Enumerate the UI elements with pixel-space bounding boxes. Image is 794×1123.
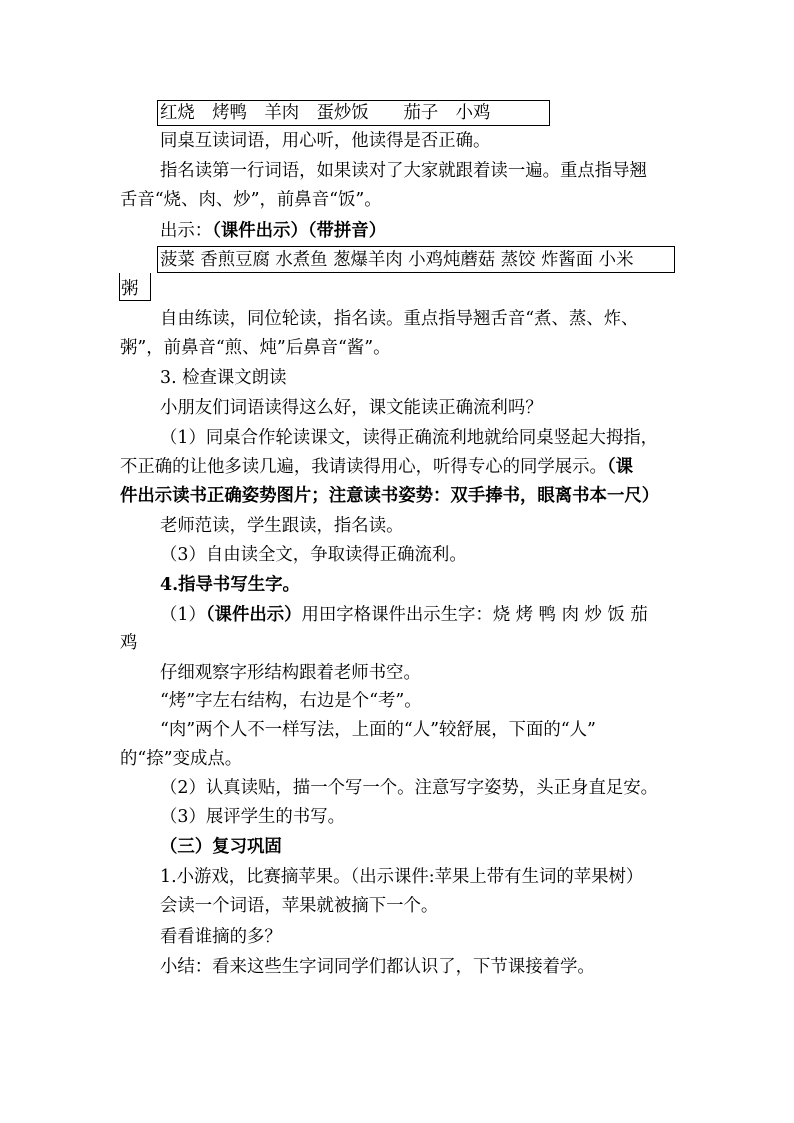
paragraph-write3: （3）展评学生的书写。 (160, 807, 345, 827)
paragraph-write2: （2）认真读贴，描一个写一个。注意写字姿势，头正身直足安。 (160, 778, 659, 798)
paragraph-step1-line3: 件出示读书正确姿势图片；注意读书姿势：双手捧书，眼离书本一尺） (120, 486, 660, 506)
heading-writing: 4.指导书写生字。 (160, 575, 300, 595)
words-row2-line2: 粥 (121, 279, 139, 299)
paragraph-teacher: 老师范读，学生跟读，指名读。 (160, 516, 404, 536)
show-prefix: 出示： (160, 221, 213, 241)
paragraph-write1-line2: 鸡 (120, 633, 138, 653)
show-bold-label: （课件出示）（带拼音） (212, 221, 387, 241)
paragraph-game: 1.小游戏，比赛摘苹果。（出示课件:苹果上带有生词的苹果树） (160, 867, 644, 887)
paragraph-question: 小朋友们词语读得这么好，课文能读正确流利吗？ (160, 398, 543, 418)
paragraph-write1-line1: （1）（课件出示）用田字格课件出示生字：烧 烤 鸭 肉 炒 饭 茄 (160, 605, 648, 625)
paragraph-observe: 仔细观察字形结构跟着老师书空。 (160, 663, 421, 683)
paragraph-step1-line2: 不正确的让他多读几遍，我请读得用心，听得专心的同学展示。（课 (120, 457, 634, 477)
paragraph-step1-line1: （1）同桌合作轮读课文，读得正确流利地就给同桌竖起大拇指， (160, 428, 659, 448)
paragraph-free-read-line1: 自由练读，同位轮读，指名读。重点指导翘舌音“煮、蒸、炸、 (160, 309, 639, 329)
paragraph-kao: “烤”字左右结构，右边是个“考”。 (160, 691, 422, 711)
paragraph-game-line2: 会读一个词语，苹果就被摘下一个。 (160, 896, 439, 916)
show-line (160, 220, 386, 242)
heading-review: （三）复习巩固 (160, 837, 282, 857)
paragraph-who: 看看谁摘的多？ (160, 927, 282, 947)
paragraph-rou-line1: “肉”两个人不一样写法，上面的“人”较舒展，下面的“人” (160, 720, 596, 740)
paragraph-point-read-line1: 指名读第一行词语，如果读对了大家就跟着读一遍。重点指导翘 (160, 161, 647, 181)
paragraph-rou-line2: 的“捺”变成点。 (120, 749, 243, 769)
heading-check-reading: 3. 检查课文朗读 (160, 368, 287, 388)
paragraph-free-read-line2: 粥”，前鼻音“煎、炖”后鼻音“酱”。 (120, 338, 391, 358)
words-row2-line1: 菠菜 香煎豆腐 水煮鱼 葱爆羊肉 小鸡炖蘑菇 蒸饺 炸酱面 小米 (160, 250, 634, 270)
paragraph-step3: （3）自由读全文，争取读得正确流利。 (160, 545, 467, 565)
paragraph-summary: 小结：看来这些生字词同学们都认识了，下节课接着学。 (160, 957, 595, 977)
paragraph-desk-check: 同桌互读词语，用心听，他读得是否正确。 (160, 131, 491, 151)
words-row1: 红烧 烤鸭 羊肉 蛋炒饭 茄子 小鸡 (160, 103, 491, 123)
paragraph-point-read-line2: 舌音“烧、肉、炒”，前鼻音“饭”。 (120, 190, 382, 210)
